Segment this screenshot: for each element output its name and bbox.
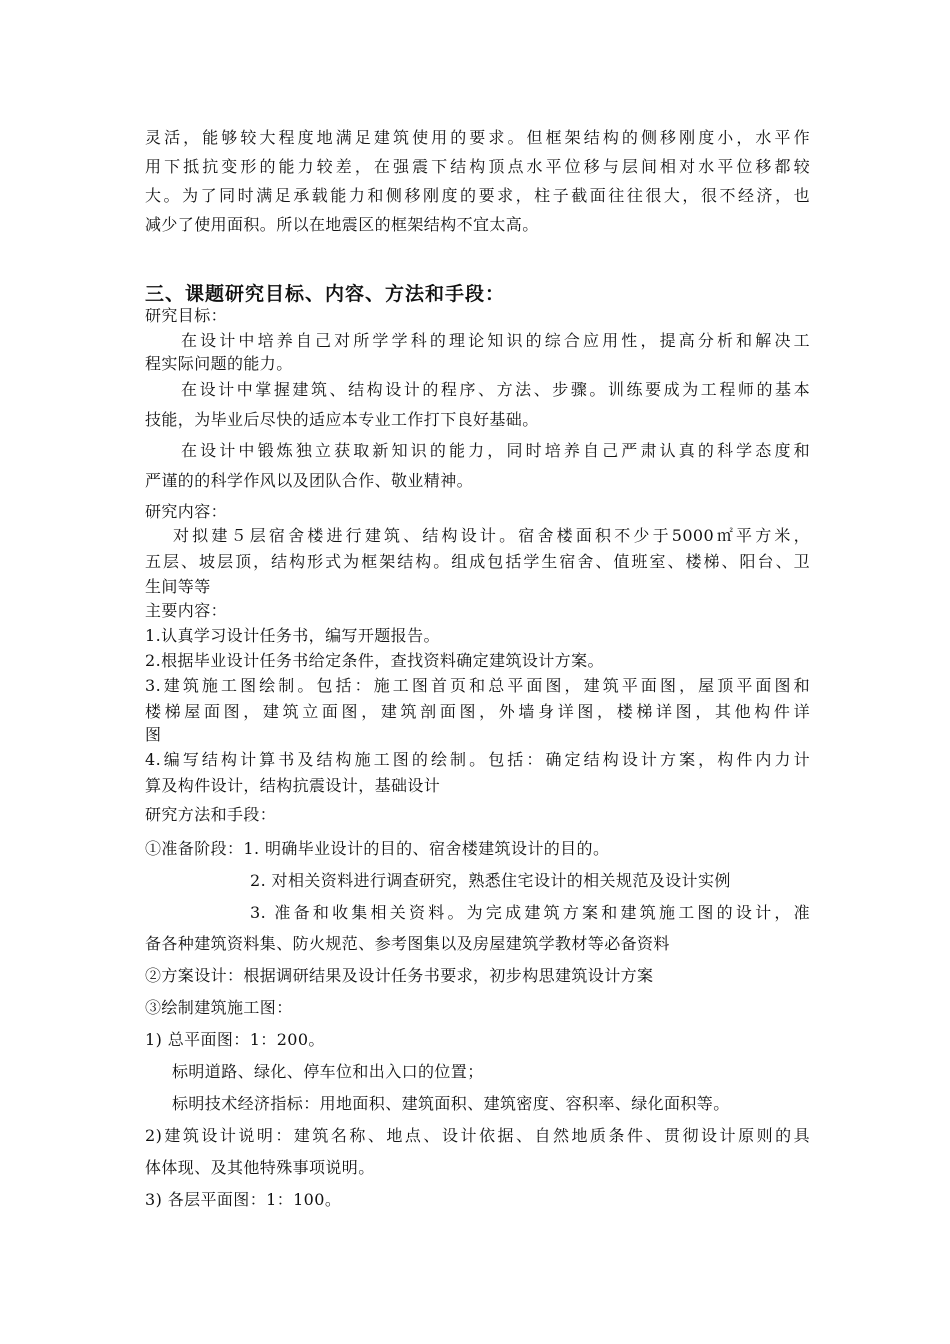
- goal-line: 在设计中锻炼独立获取新知识的能力，同时培养自己严肃认真的科学态度和: [181, 441, 810, 460]
- goal-line: 技能，为毕业后尽快的适应本专业工作打下良好基础。: [145, 410, 539, 429]
- method-line: 备各种建筑资料集、防火规范、参考图集以及房屋建筑学教材等必备资料: [145, 934, 670, 953]
- method-line: ①准备阶段：1. 明确毕业设计的目的、宿舍楼建筑设计的目的。: [145, 839, 610, 858]
- goal-line: 在设计中掌握建筑、结构设计的程序、方法、步骤。训练要成为工程师的基本: [181, 380, 810, 399]
- method-line: 3. 准备和收集相关资料。为完成建筑方案和建筑施工图的设计，准: [250, 903, 810, 922]
- method-line: ③绘制建筑施工图：: [145, 998, 293, 1017]
- main-line: 4.编写结构计算书及结构施工图的绘制。包括：确定结构设计方案，构件内力计: [145, 750, 810, 769]
- content-line: 五层、坡层顶，结构形式为框架结构。组成包括学生宿舍、值班室、楼梯、阳台、卫: [145, 552, 810, 571]
- method-line: 1) 总平面图：1：200。: [145, 1030, 325, 1049]
- method-line: 2)建筑设计说明：建筑名称、地点、设计依据、自然地质条件、贯彻设计原则的具: [145, 1126, 810, 1145]
- section-heading: 三、课题研究目标、内容、方法和手段：: [145, 283, 506, 305]
- main-line: 1.认真学习设计任务书，编写开题报告。: [145, 626, 440, 645]
- main-line: 图: [145, 725, 162, 744]
- content-line: 对拟建５层宿舍楼进行建筑、结构设计。宿舍楼面积不少于5000㎡平方米，: [173, 526, 810, 545]
- method-line: 2. 对相关资料进行调查研究，熟悉住宅设计的相关规范及设计实例: [250, 871, 731, 890]
- intro-line: 用下抵抗变形的能力较差，在强震下结构顶点水平位移与层间相对水平位移都较: [145, 157, 810, 176]
- main-line: 3.建筑施工图绘制。包括：施工图首页和总平面图，建筑平面图，屋顶平面图和: [145, 676, 810, 695]
- method-label: 研究方法和手段：: [145, 805, 277, 824]
- method-line: 3) 各层平面图：1：100。: [145, 1190, 342, 1209]
- main-line: 2.根据毕业设计任务书给定条件，查找资料确定建筑设计方案。: [145, 651, 604, 670]
- intro-line: 大。为了同时满足承载能力和侧移刚度的要求，柱子截面往往很大，很不经济，也: [145, 186, 810, 205]
- main-line: 算及构件设计，结构抗震设计，基础设计: [145, 776, 441, 795]
- intro-line: 减少了使用面积。所以在地震区的框架结构不宜太高。: [145, 215, 539, 234]
- main-line: 楼梯屋面图，建筑立面图，建筑剖面图，外墙身详图，楼梯详图，其他构件详: [145, 702, 810, 721]
- goal-line: 在设计中培养自己对所学学科的理论知识的综合应用性，提高分析和解决工: [181, 331, 810, 350]
- method-line: 标明道路、绿化、停车位和出入口的位置；: [172, 1062, 484, 1081]
- intro-line: 灵活，能够较大程度地满足建筑使用的要求。但框架结构的侧移刚度小，水平作: [145, 128, 810, 147]
- content-label: 研究内容：: [145, 502, 228, 521]
- method-line: ②方案设计：根据调研结果及设计任务书要求，初步构思建筑设计方案: [145, 966, 654, 985]
- method-line: 标明技术经济指标：用地面积、建筑面积、建筑密度、容积率、绿化面积等。: [172, 1094, 730, 1113]
- goal-line: 严谨的的科学作风以及团队合作、敬业精神。: [145, 471, 474, 490]
- goal-line: 程实际问题的能力。: [145, 354, 293, 373]
- main-label: 主要内容：: [145, 601, 228, 620]
- content-line: 生间等等: [145, 577, 211, 596]
- goal-label: 研究目标：: [145, 306, 228, 325]
- method-line: 体体现、及其他特殊事项说明。: [145, 1158, 375, 1177]
